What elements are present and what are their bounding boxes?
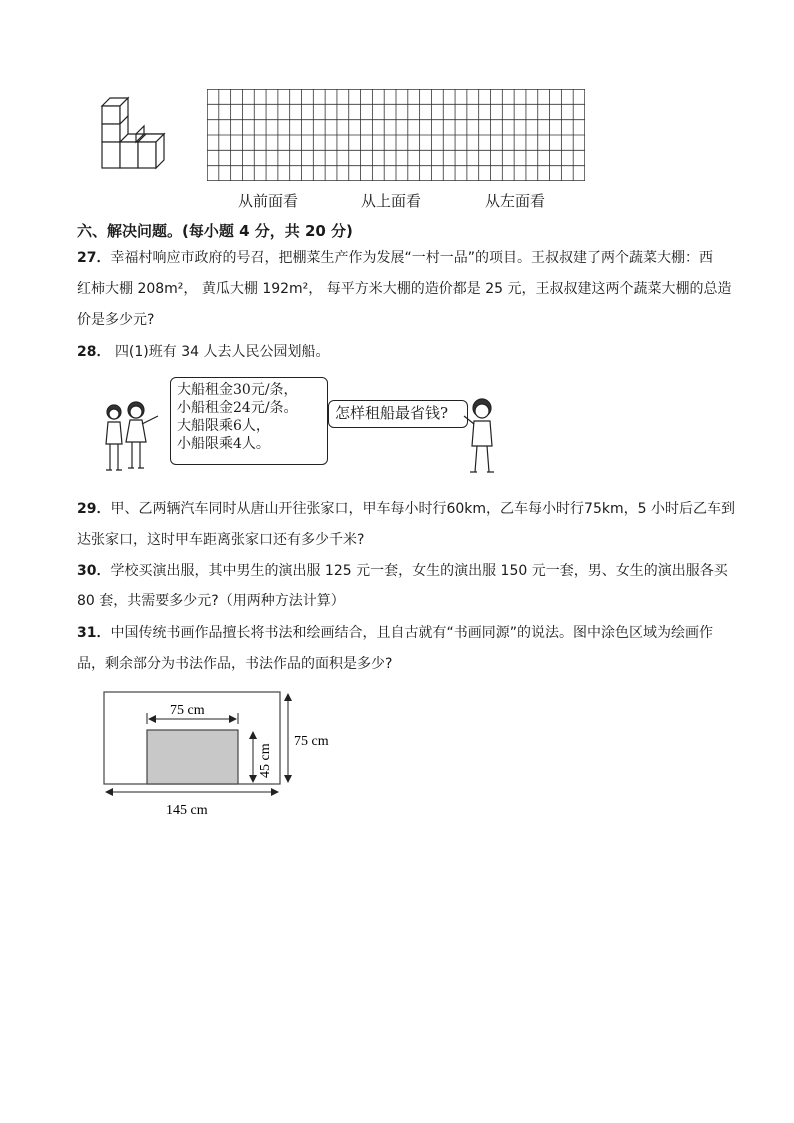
q30-text-1: 学校买演出服，其中男生的演出服 125 元一套，女生的演出服 150 元一套，男、女生的演出服各买 bbox=[110, 563, 728, 579]
bubble-line-1: 大船租金30元/条， bbox=[177, 382, 298, 398]
painting-height-label: 45 cm bbox=[258, 743, 273, 778]
q27-line2: 红柿大棚 208m²， 黄瓜大棚 192m²， 每平方米大棚的造价都是 25 元，王叔叔建这两个蔬菜大棚的总造 bbox=[77, 281, 732, 297]
total-width-label: 145 cm bbox=[166, 803, 208, 818]
q27-text-1: 幸福村响应市政府的号召，把棚菜生产作为发展“一村一品”的项目。王叔叔建了两个蔬菜大棚：西 bbox=[110, 250, 713, 266]
q31-line2: 品，剩余部分为书法作品，书法作品的面积是多少? bbox=[77, 656, 393, 672]
question-bubble: 怎样租船最省钱? bbox=[328, 400, 468, 428]
q30-number: 30． bbox=[77, 563, 111, 579]
q27-line3: 价是多少元? bbox=[77, 312, 155, 328]
q27-line1 bbox=[77, 251, 713, 265]
total-height-label: 75 cm bbox=[294, 734, 329, 749]
section-title: 六、解决问题。(每小题 4 分，共 20 分) bbox=[77, 222, 353, 240]
bubble-line-4: 小船限乘4人。 bbox=[177, 436, 270, 452]
q29-line1 bbox=[77, 502, 735, 516]
q29-text-1: 甲、乙两辆汽车同时从唐山开往张家口，甲车每小时行60km，乙车每小时行75km，5 小时后乙车到 bbox=[110, 501, 735, 517]
bubble-line-3: 大船限乘6人， bbox=[177, 418, 270, 434]
q31-text-1: 中国传统书画作品擅长将书法和绘画结合，且自古就有“书画同源”的说法。图中涂色区域为绘画作 bbox=[110, 625, 713, 641]
q29-line2: 达张家口，这时甲车距离张家口还有多少千米? bbox=[77, 532, 365, 548]
cube-stack-figure bbox=[100, 96, 168, 174]
view-label-left: 从左面看 bbox=[485, 192, 546, 210]
q29-number: 29． bbox=[77, 501, 111, 517]
square-grid bbox=[207, 89, 585, 181]
bubble-line-2: 小船租金24元/条。 bbox=[177, 400, 298, 416]
rental-info-bubble bbox=[170, 377, 328, 465]
q28-line bbox=[77, 345, 329, 359]
boy-illustration bbox=[460, 396, 504, 478]
painting-width-label: 75 cm bbox=[170, 703, 205, 718]
calligraphy-painting-figure bbox=[96, 688, 356, 820]
view-label-top: 从上面看 bbox=[361, 192, 422, 210]
q31-number: 31． bbox=[77, 625, 111, 641]
q27-number: 27． bbox=[77, 250, 111, 266]
girls-illustration bbox=[100, 398, 162, 478]
q30-line1 bbox=[77, 564, 728, 578]
q28-number: 28． bbox=[77, 344, 111, 360]
q31-line1 bbox=[77, 626, 713, 640]
painting-area bbox=[147, 730, 238, 784]
view-label-front: 从前面看 bbox=[238, 192, 299, 210]
q30-line2: 80 套，共需要多少元?（用两种方法计算） bbox=[77, 593, 345, 609]
q28-text: 四(1)班有 34 人去人民公园划船。 bbox=[114, 344, 330, 360]
